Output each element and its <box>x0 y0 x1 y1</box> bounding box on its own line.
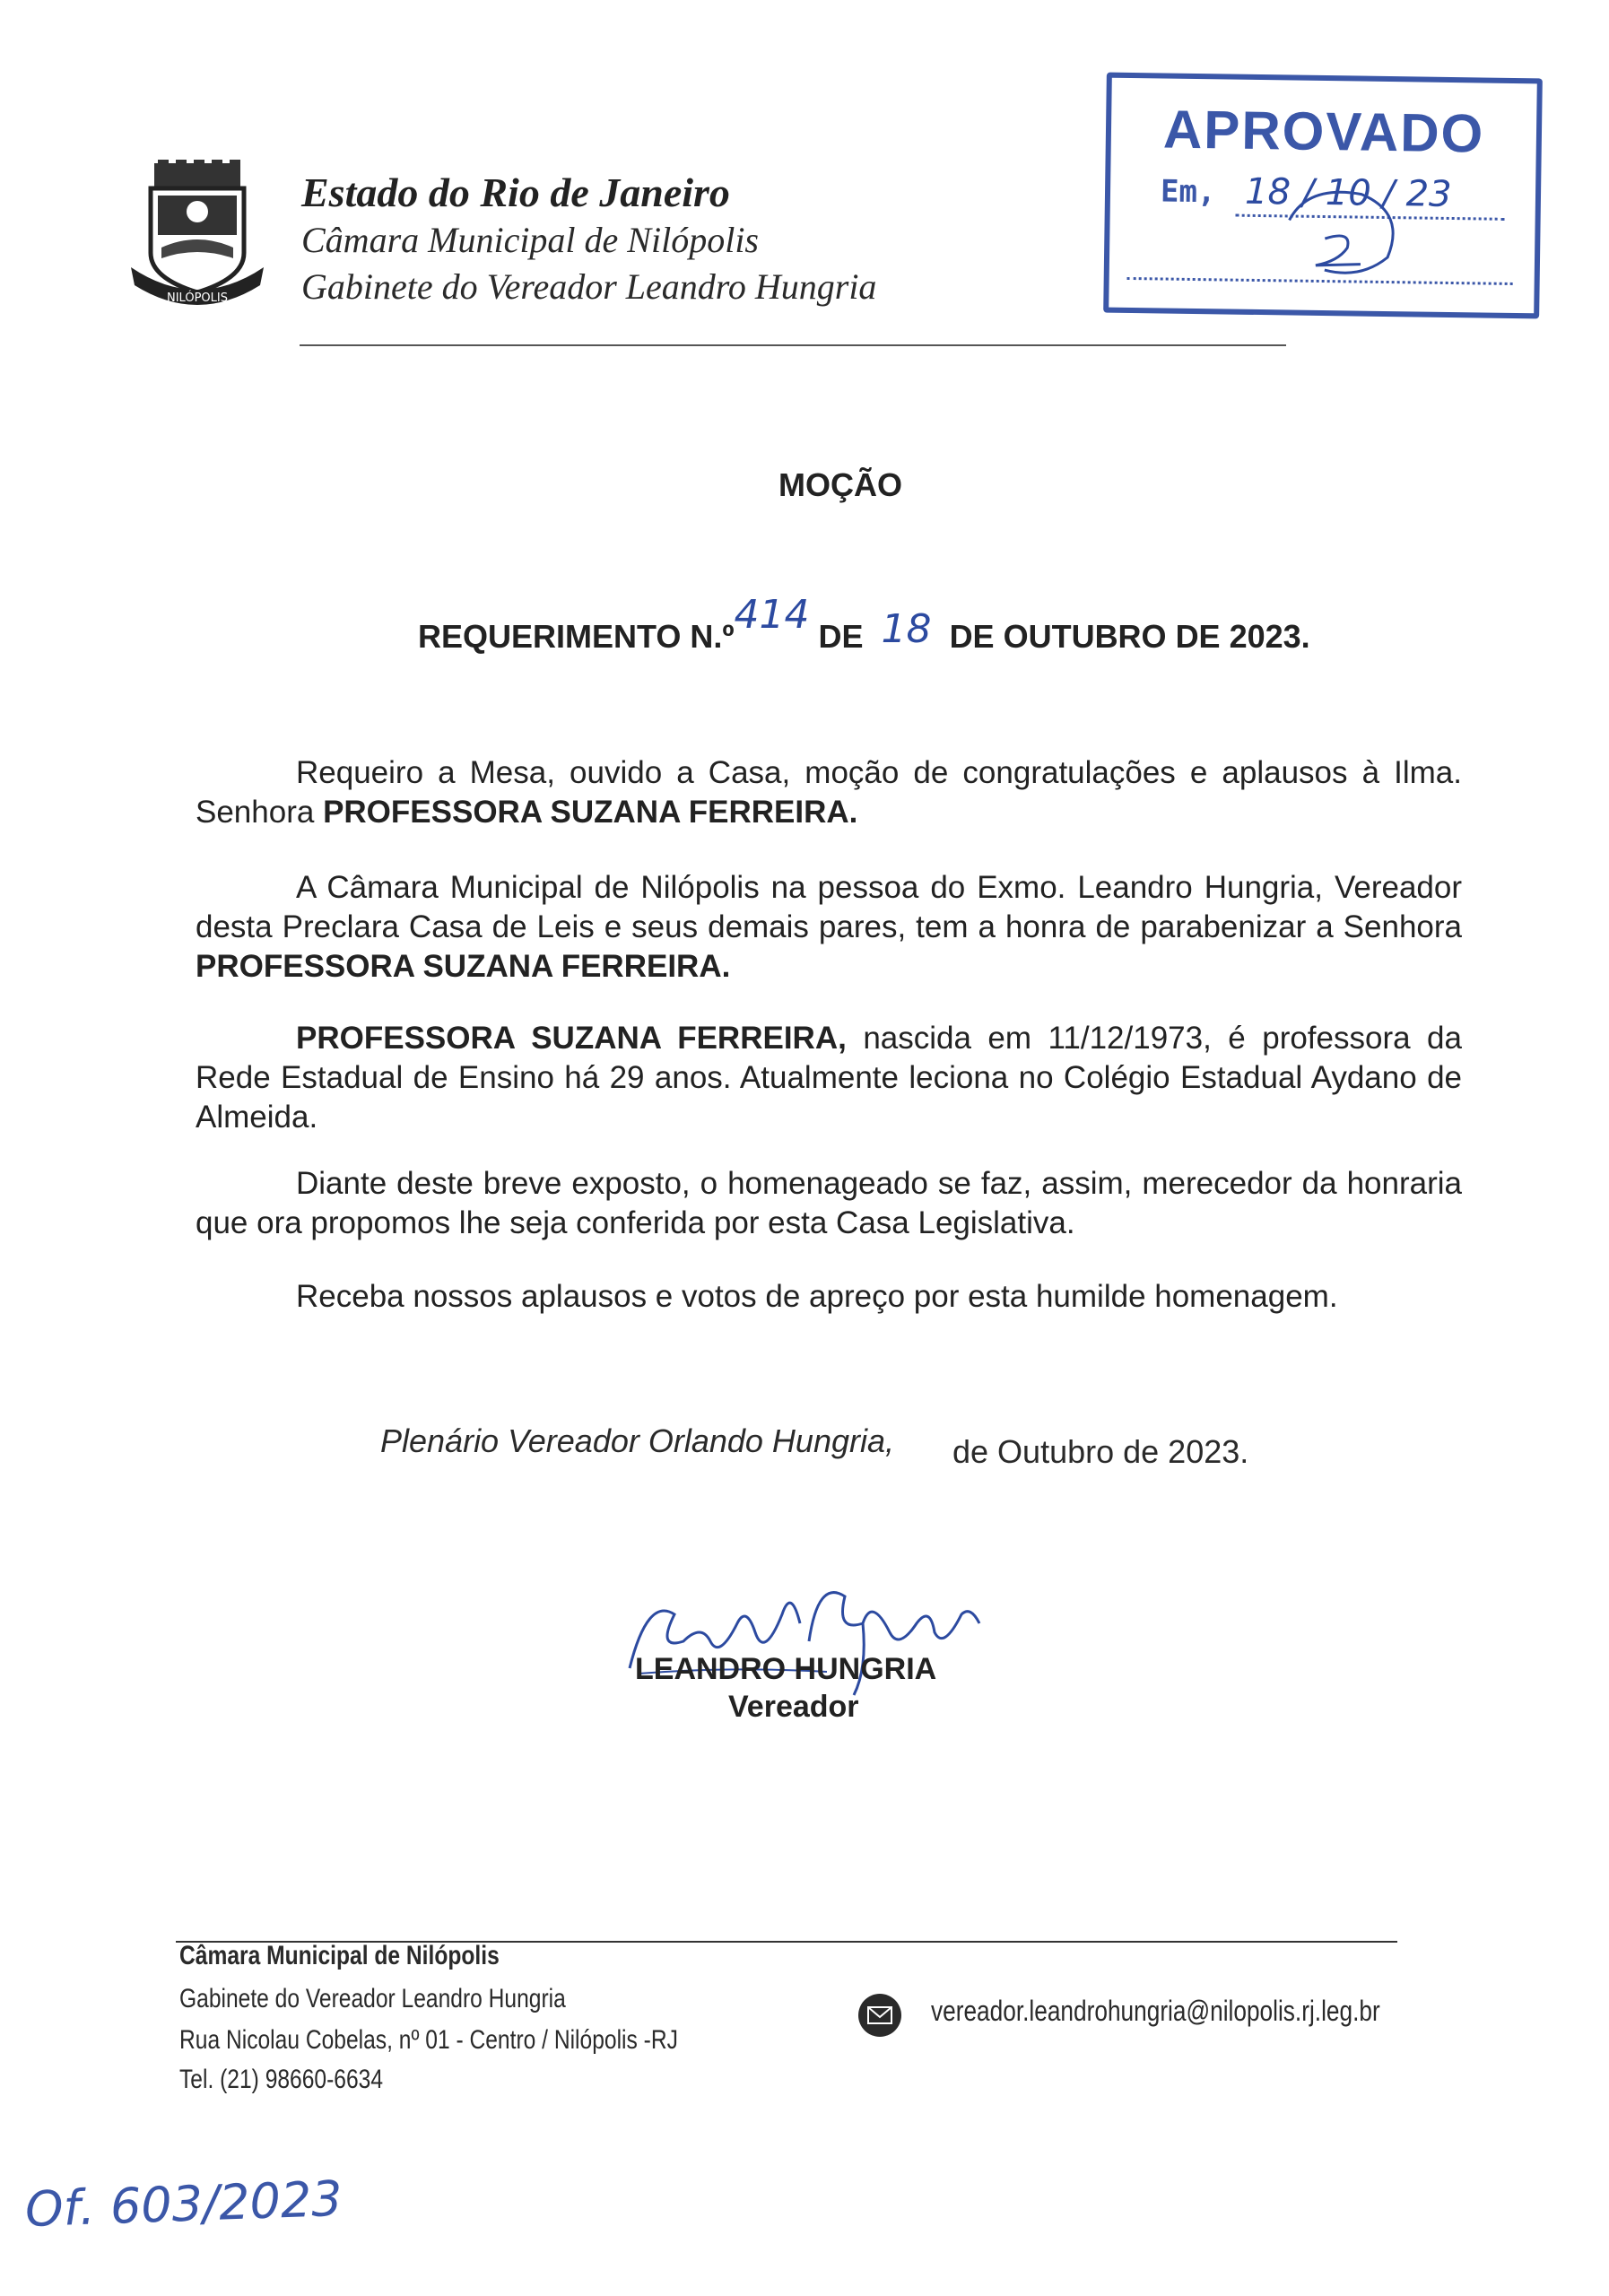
footer-address: Rua Nicolau Cobelas, nº 01 - Centro / Nilópolis -RJ <box>179 2025 678 2055</box>
stamp-initials-scribble <box>1253 166 1434 285</box>
requirement-number: 414 <box>734 592 810 638</box>
header-state: Estado do Rio de Janeiro <box>301 170 730 215</box>
paragraph-1 <box>196 753 1462 832</box>
paragraph-2-text: A Câmara Municipal de Nilópolis na pessoa do Exmo. Leandro Hungria, Vereador desta Preclara Casa de Leis e seus demais pares, tem a honra de parabenizar a Senhora <box>196 870 1462 944</box>
stamp-title: APROVADO <box>1162 99 1485 164</box>
requirement-de: DE <box>818 618 864 655</box>
paragraph-4-text: Diante deste breve exposto, o homenageado se faz, assim, merecedor da honraria que ora propomos lhe seja conferida por esta Casa Legislativa. <box>196 1166 1462 1240</box>
paragraph-3-honoree: PROFESSORA SUZANA FERREIRA, <box>296 1021 847 1056</box>
signer-name: LEANDRO HUNGRIA <box>635 1652 937 1686</box>
requirement-suffix: DE OUTUBRO DE 2023. <box>949 618 1310 655</box>
header-office: Gabinete do Vereador Leandro Hungria <box>301 266 877 307</box>
municipal-crest-logo <box>126 160 269 321</box>
svg-text:NILÓPOLIS: NILÓPOLIS <box>167 291 228 305</box>
closing-place: Plenário Vereador Orlando Hungria, <box>380 1422 894 1459</box>
paragraph-3-text: nascida em 11/12/1973, é professora da Rede Estadual de Ensino há 29 anos. Atualmente leciona no Colégio Estadual Aydano de Almeida. <box>196 1021 1462 1135</box>
paragraph-2 <box>196 868 1462 987</box>
document-title: MOÇÃO <box>778 466 902 503</box>
mail-icon <box>857 1993 902 2038</box>
paragraph-1-honoree: PROFESSORA SUZANA FERREIRA. <box>323 795 858 830</box>
signer-role: Vereador <box>728 1690 859 1724</box>
paragraph-2-honoree: PROFESSORA SUZANA FERREIRA. <box>196 949 731 984</box>
stamp-em-label: Em, <box>1160 173 1216 211</box>
footer-email: vereador.leandrohungria@nilopolis.rj.leg.br <box>931 1995 1380 2027</box>
footer-phone: Tel. (21) 98660-6634 <box>179 2065 384 2094</box>
requirement-prefix: REQUERIMENTO N.º <box>418 618 735 655</box>
header-divider <box>300 344 1286 346</box>
paragraph-5 <box>196 1277 1462 1317</box>
closing-date: de Outubro de 2023. <box>952 1433 1249 1470</box>
paragraph-5-text: Receba nossos aplausos e votos de apreço por esta humilde homenagem. <box>296 1279 1338 1314</box>
paragraph-1-text: Requeiro a Mesa, ouvido a Casa, moção de congratulações e aplausos à Ilma. Senhora <box>196 755 1462 830</box>
stamp-date: 18 / 10 / 23 <box>1244 170 1452 216</box>
requirement-line <box>418 592 1310 657</box>
paragraph-3 <box>196 1019 1462 1137</box>
requirement-day: 18 <box>881 606 932 652</box>
paragraph-4 <box>196 1164 1462 1243</box>
footer-chamber: Câmara Municipal de Nilópolis <box>179 1941 500 1970</box>
handwritten-margin-note: Of. 603/2023 <box>24 2170 344 2239</box>
header-chamber: Câmara Municipal de Nilópolis <box>301 220 759 260</box>
footer-office: Gabinete do Vereador Leandro Hungria <box>179 1984 566 2013</box>
approval-stamp <box>1103 73 1543 319</box>
